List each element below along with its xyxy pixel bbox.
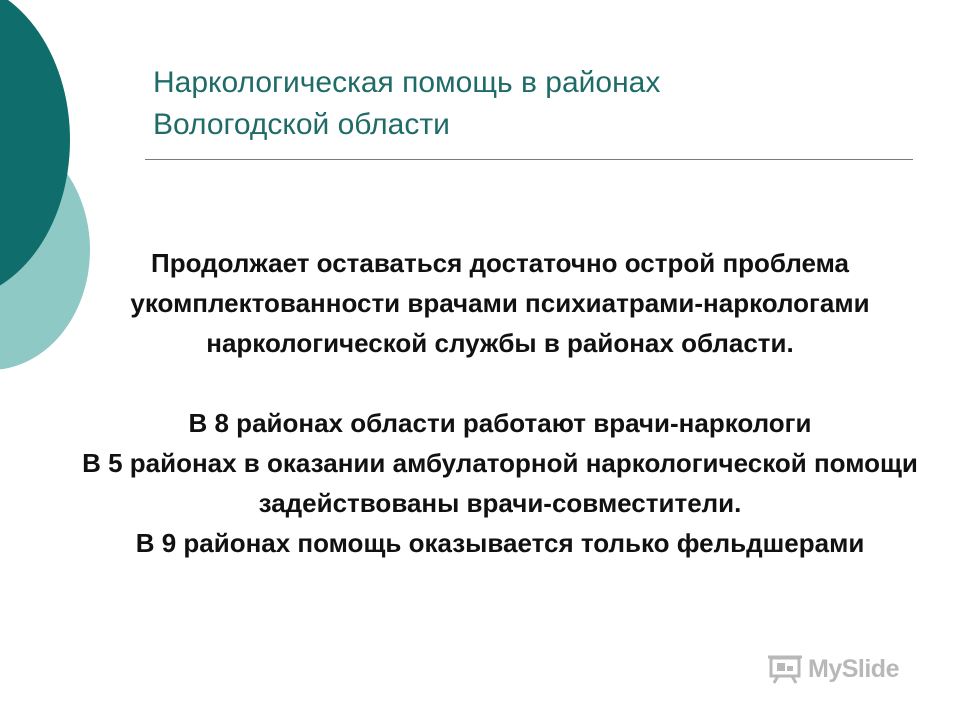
presentation-board-icon (768, 654, 802, 684)
watermark-logo-text: MySlide (808, 654, 899, 683)
body-paragraph-2: В 8 районах области работают врачи-наркологи (188, 408, 812, 438)
slide-title (153, 62, 933, 146)
slide-title-line-2: Вологодской области (153, 108, 450, 141)
body-paragraph-1: Продолжает оставаться достаточно острой проблема укомплектованности врачами психиатрами-наркологами наркологической службы в районах области. (130, 248, 870, 358)
body-paragraph-4: В 9 районах помощь оказывается только фельдшерами (135, 528, 865, 558)
body-paragraph-3: В 5 районах в оказании амбулаторной наркологической помощи задействованы врачи-совместители. (82, 448, 918, 518)
paragraph-gap (60, 363, 940, 403)
watermark-logo (768, 654, 899, 684)
slide-title-line-1: Наркологическая помощь в районах (153, 66, 661, 99)
title-divider (145, 159, 913, 160)
slide-body (60, 243, 940, 563)
